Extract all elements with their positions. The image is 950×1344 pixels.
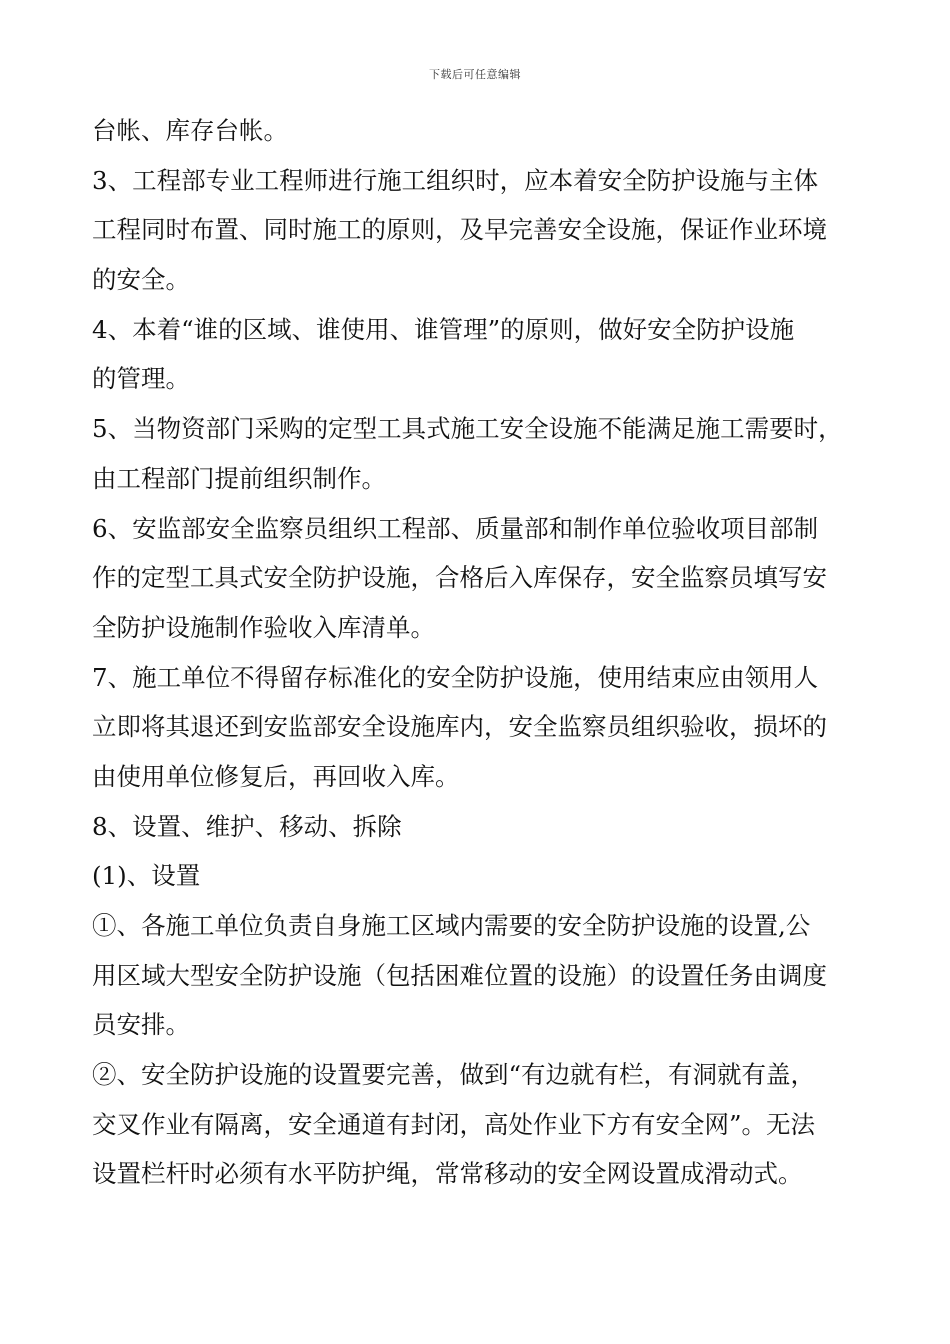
text-line: 交叉作业有隔离，安全通道有封闭，高处作业下方有安全网”。无法 xyxy=(92,1109,816,1139)
text-line: 台帐、库存台帐。 xyxy=(92,116,288,145)
text-line: 用区域大型安全防护设施（包括困难位置的设施）的设置任务由调度 xyxy=(92,960,827,990)
text-line: 的安全。 xyxy=(92,265,190,295)
text-line: 7、施工单位不得留存标准化的安全防护设施，使用结束应由领用人 xyxy=(92,662,819,692)
text-line: 6、安监部安全监察员组织工程部、质量部和制作单位验收项目部制 xyxy=(92,513,819,543)
text-line: 员安排。 xyxy=(92,1010,190,1040)
text-line: 由使用单位修复后，再回收入库。 xyxy=(92,761,460,791)
text-line: 8、设置、维护、移动、拆除 xyxy=(92,811,402,841)
text-line: 由工程部门提前组织制作。 xyxy=(92,463,386,493)
text-line: 5、当物资部门采购的定型工具式施工安全设施不能满足施工需要时， xyxy=(92,414,843,444)
text-line: 的管理。 xyxy=(92,364,190,394)
text-line: 3、工程部专业工程师进行施工组织时，应本着安全防护设施与主体 xyxy=(92,165,819,195)
text-line: 立即将其退还到安监部安全设施库内，安全监察员组织验收，损坏的 xyxy=(92,712,827,742)
text-line: 全防护设施制作验收入库清单。 xyxy=(92,612,435,642)
text-line: 4、本着“谁的区域、谁使用、谁管理”的原则，做好安全防护设施 xyxy=(92,314,795,344)
header-note: 下载后可任意编辑 xyxy=(429,68,521,81)
text-line: 工程同时布置、同时施工的原则，及早完善安全设施，保证作业环境 xyxy=(92,215,827,245)
text-line: 设置栏杆时必须有水平防护绳，常常移动的安全网设置成滑动式。 xyxy=(92,1159,803,1189)
text-line: (1)、设置 xyxy=(92,861,201,891)
text-line: ①、各施工单位负责自身施工区域内需要的安全防护设施的设置,公 xyxy=(92,911,811,940)
body-text xyxy=(92,106,872,1199)
text-line: 作的定型工具式安全防护设施，合格后入库保存，安全监察员填写安 xyxy=(92,563,827,593)
text-line: ②、安全防护设施的设置要完善，做到“有边就有栏，有洞就有盖， xyxy=(92,1060,816,1090)
